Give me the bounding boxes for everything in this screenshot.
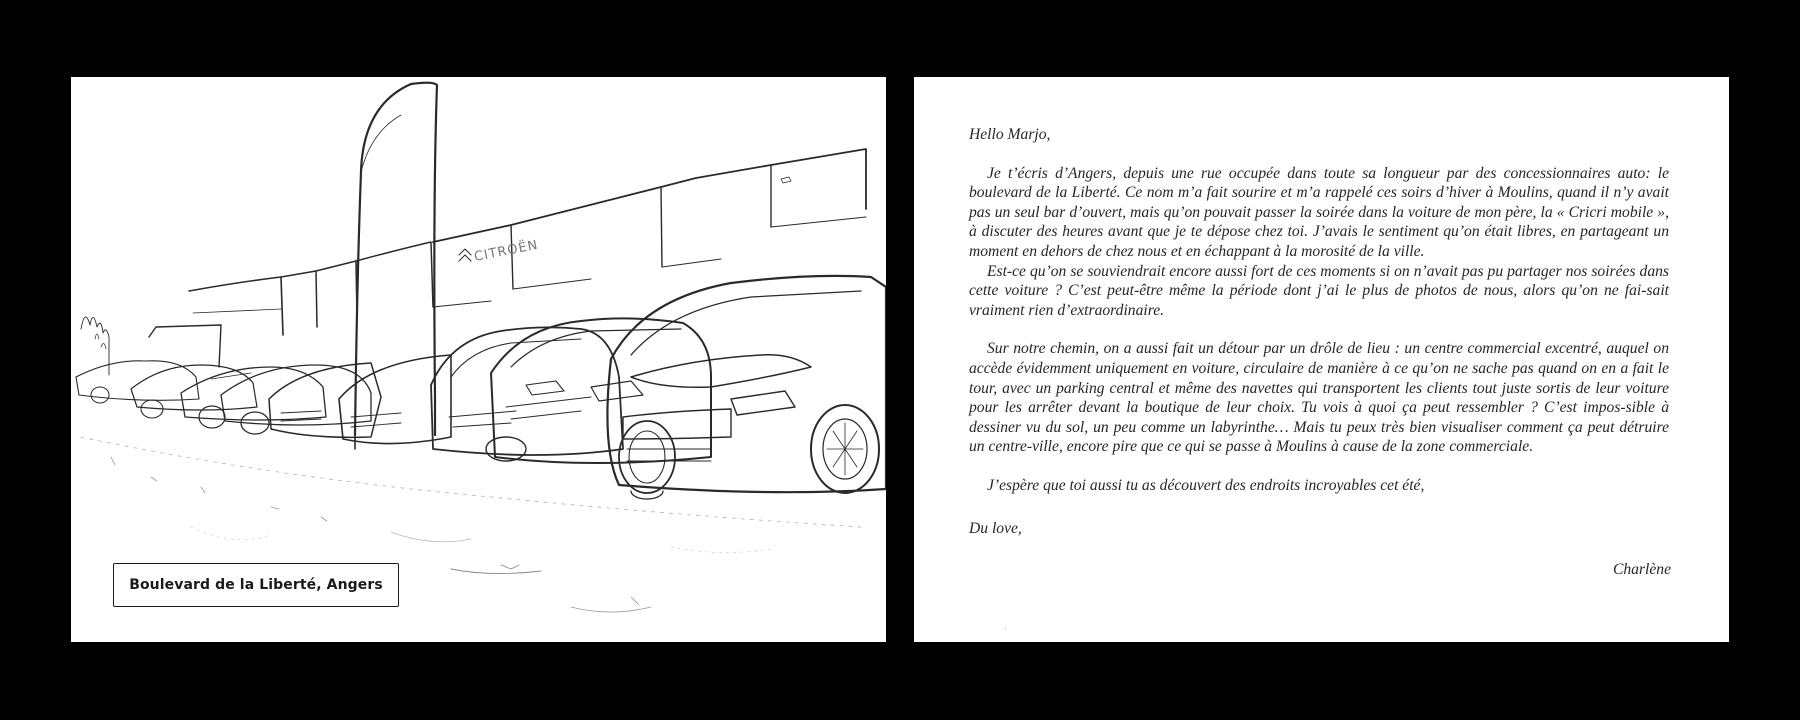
pencil-sketch-illustration [71,77,886,642]
car-sketch [431,327,623,455]
dealership-facade [433,149,866,242]
letter-body [969,125,1669,538]
letter-greeting: Hello Marjo, [969,126,1051,143]
car-sketch [131,365,257,410]
letter-paragraph: Est-ce qu’on se souviendrait encore aussi fort de ces moments si on n’avait pas pu partager nos soirées dans cette voiture ? C’est peut-être même la période dont j’ai le plus de photos de nous, alors qu’on ne fai-sait vraiment rien d’extraordinaire. [969,262,1669,319]
postcard-back [914,77,1729,642]
paper-speck: · [1004,625,1007,634]
letter-paragraph: J’espère que toi aussi tu as découvert des endroits incroyables cet été, [987,476,1425,494]
tree-sketch [95,334,106,349]
letter-closing: Du love, [969,519,1022,537]
letter-paragraph: Je t’écris d’Angers, depuis une rue occupée dans toute sa longueur par des concessionnaires auto: le boulevard de la Liberté. Ce nom m’a fait sourire et m’a rappelé ces soirs d’hiver à Moulins, quand il n’y avait pas un seul bar d’ouvert, mais qu’on pouvait passer la soirée dans la voiture de mon père, la « Cricri mobile », à discuter des heures avant que je te dépose chez toi. J’avais le sentiment qu’on était libres, en partageant un moment en dehors de chez nous et en échappant à la morosité de la ville. [969,164,1669,260]
headlight-sketch [631,355,811,388]
caption-text: Boulevard de la Liberté, Angers [129,577,383,593]
car-sketch [607,276,886,492]
grille-sketch [623,409,731,439]
building-outline [189,277,283,335]
feather-flag-banner [355,83,437,435]
dealership-sign-text: CITROËN [472,237,540,265]
letter-paragraph: Sur notre chemin, on a aussi fait un détour par un drôle de lieu : un centre commercial excentré, auquel on accède évidemment uniquement en voiture, circulaire de manière à ce qu’on ne sache pas quand on en a fait le tour, avec un parking central et même des navettes qui transportent les clients tout juste sortis de leur voiture pour les arrêter devant la boutique de leur choix. Tu vois à quoi ça peut ressembler ? C’est impos-sible à dessiner vu du sol, un peu comme un labyrinthe… Mais tu peux très bien visualiser comment ça peut détruire un centre-ville, encore pire que ce qui se passe à Moulins à cause de la zone commerciale. [969,340,1669,456]
postcard-front [71,77,886,642]
building-outline [316,261,357,315]
letter-signature: Charlène [1612,561,1671,578]
sign-chevron-sketch [459,249,471,261]
caption-label-box [113,563,399,607]
tree-sketch [81,317,109,375]
car-sketch [491,318,711,463]
